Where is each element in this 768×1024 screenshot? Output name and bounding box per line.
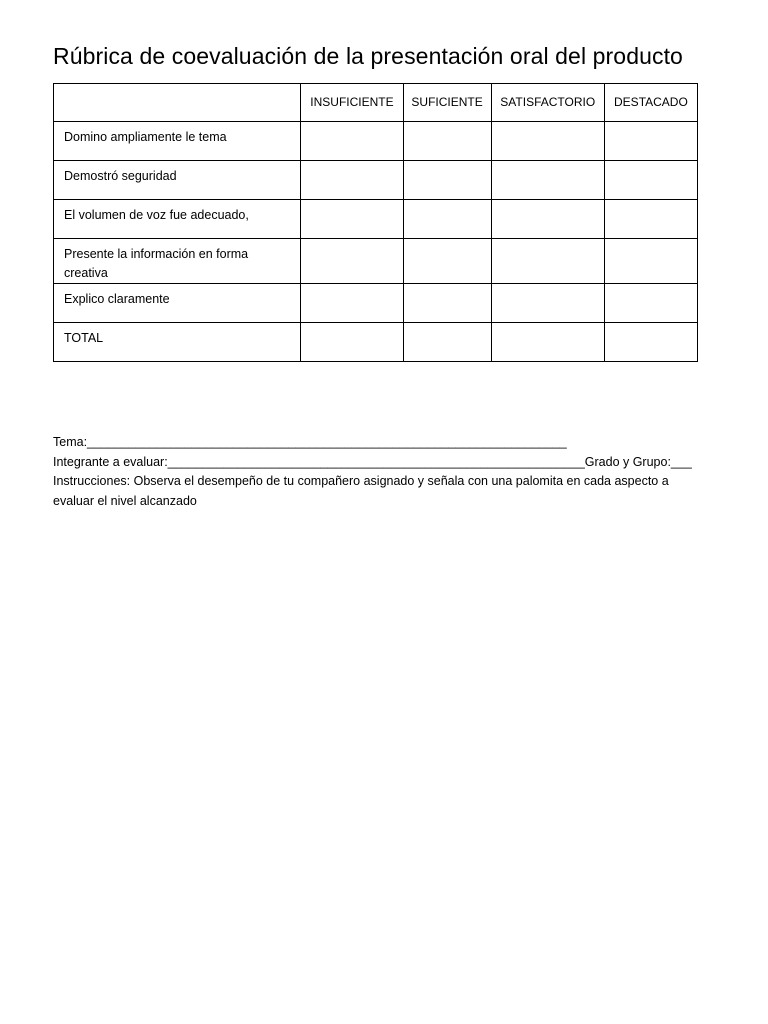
total-cell-suficiente[interactable] xyxy=(403,323,491,362)
table-row-total xyxy=(54,323,698,362)
criterion-label: Presente la información en forma creativa xyxy=(54,239,301,284)
criterion-label: Demostró seguridad xyxy=(54,161,301,200)
criterion-label: Domino ampliamente le tema xyxy=(54,122,301,161)
rating-cell-satisfactorio[interactable] xyxy=(491,200,604,239)
criterion-label: Explico claramente xyxy=(54,284,301,323)
rating-cell-destacado[interactable] xyxy=(604,284,697,323)
rating-cell-satisfactorio[interactable] xyxy=(491,239,604,284)
info-section xyxy=(53,433,703,511)
rating-cell-insuficiente[interactable] xyxy=(301,239,403,284)
header-satisfactorio: SATISFACTORIO xyxy=(491,84,604,122)
rating-cell-satisfactorio[interactable] xyxy=(491,284,604,323)
rating-cell-suficiente[interactable] xyxy=(403,161,491,200)
table-row xyxy=(54,161,698,200)
rating-cell-suficiente[interactable] xyxy=(403,239,491,284)
rating-cell-destacado[interactable] xyxy=(604,122,697,161)
rating-cell-insuficiente[interactable] xyxy=(301,122,403,161)
table-row xyxy=(54,200,698,239)
rating-cell-insuficiente[interactable] xyxy=(301,200,403,239)
rating-cell-destacado[interactable] xyxy=(604,200,697,239)
table-row xyxy=(54,239,698,284)
criterion-label: El volumen de voz fue adecuado, xyxy=(54,200,301,239)
instructions-text: Instrucciones: Observa el desempeño de tu compañero asignado y señala con una palomita en cada aspecto a evaluar el nivel alcanzado xyxy=(53,474,669,508)
rating-cell-suficiente[interactable] xyxy=(403,122,491,161)
table-row xyxy=(54,284,698,323)
header-criteria xyxy=(54,84,301,122)
rating-cell-satisfactorio[interactable] xyxy=(491,122,604,161)
header-insuficiente: INSUFICIENTE xyxy=(301,84,403,122)
rating-cell-satisfactorio[interactable] xyxy=(491,161,604,200)
header-destacado: DESTACADO xyxy=(604,84,697,122)
total-cell-insuficiente[interactable] xyxy=(301,323,403,362)
tema-field[interactable]: Tema:_____________________________________________________________________ xyxy=(53,435,567,449)
total-cell-destacado[interactable] xyxy=(604,323,697,362)
integrante-field[interactable]: Integrante a evaluar:____________________________________________________________Grado y Grupo:___ xyxy=(53,454,692,469)
rating-cell-insuficiente[interactable] xyxy=(301,161,403,200)
rating-cell-insuficiente[interactable] xyxy=(301,284,403,323)
table-header-row xyxy=(54,84,698,122)
rubric-table xyxy=(53,83,698,362)
rating-cell-destacado[interactable] xyxy=(604,239,697,284)
page-title: Rúbrica de coevaluación de la presentación oral del producto xyxy=(53,43,683,69)
header-suficiente: SUFICIENTE xyxy=(403,84,491,122)
rating-cell-suficiente[interactable] xyxy=(403,284,491,323)
table-row xyxy=(54,122,698,161)
total-cell-satisfactorio[interactable] xyxy=(491,323,604,362)
total-label: TOTAL xyxy=(54,323,301,362)
rating-cell-suficiente[interactable] xyxy=(403,200,491,239)
rating-cell-destacado[interactable] xyxy=(604,161,697,200)
